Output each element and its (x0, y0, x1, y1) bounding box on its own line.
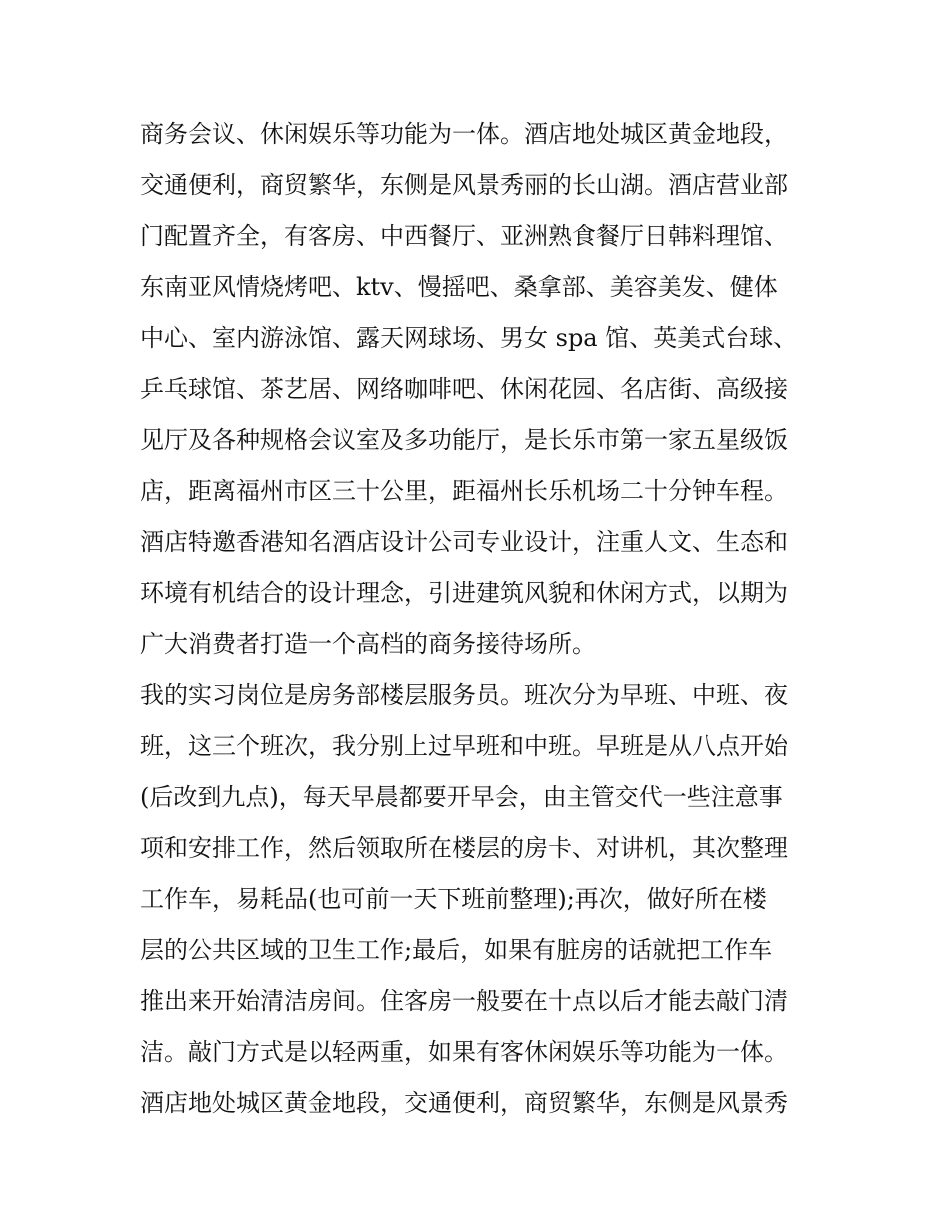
text-line: 推出来开始清洁房间。住客房一般要在十点以后才能去敲门清 (140, 987, 788, 1015)
text-line: 见厅及各种规格会议室及多功能厅，是长乐市第一家五星级饭 (140, 426, 788, 454)
text-line: 门配置齐全，有客房、中西餐厅、亚洲熟食餐厅日韩料理馆、 (140, 222, 788, 250)
text-line: 交通便利，商贸繁华，东侧是风景秀丽的长山湖。酒店营业部 (140, 171, 788, 199)
text-line: 酒店特邀香港知名酒店设计公司专业设计，注重人文、生态和 (140, 528, 788, 556)
text-line: 店，距离福州市区三十公里，距福州长乐机场二十分钟车程。 (140, 477, 788, 505)
text-line: 广大消费者打造一个高档的商务接待场所。 (140, 630, 596, 658)
text-line: 班，这三个班次，我分别上过早班和中班。早班是从八点开始 (140, 732, 788, 760)
text-line: 商务会议、休闲娱乐等功能为一体。酒店地处城区黄金地段， (140, 120, 788, 148)
text-line: 项和安排工作，然后领取所在楼层的房卡、对讲机，其次整理 (140, 834, 788, 862)
text-line: 乒乓球馆、茶艺居、网络咖啡吧、休闲花园、名店街、高级接 (140, 375, 788, 403)
text-line: (后改到九点)，每天早晨都要开早会，由主管交代一些注意事 (140, 783, 783, 811)
text-line: 中心、室内游泳馆、露天网球场、男女 spa 馆、英美式台球、 (140, 324, 798, 352)
text-line: 我的实习岗位是房务部楼层服务员。班次分为早班、中班、夜 (140, 681, 788, 709)
text-line: 环境有机结合的设计理念，引进建筑风貌和休闲方式，以期为 (140, 579, 788, 607)
text-line: 工作车，易耗品(也可前一天下班前整理);再次，做好所在楼 (140, 885, 767, 913)
text-line: 酒店地处城区黄金地段，交通便利，商贸繁华，东侧是风景秀 (140, 1089, 788, 1117)
text-line: 东南亚风情烧烤吧、ktv、慢摇吧、桑拿部、美容美发、健体 (140, 273, 778, 301)
text-line: 洁。敲门方式是以轻两重，如果有客休闲娱乐等功能为一体。 (140, 1038, 788, 1066)
body-text (140, 109, 820, 1129)
text-line: 层的公共区域的卫生工作;最后，如果有脏房的话就把工作车 (140, 936, 773, 964)
